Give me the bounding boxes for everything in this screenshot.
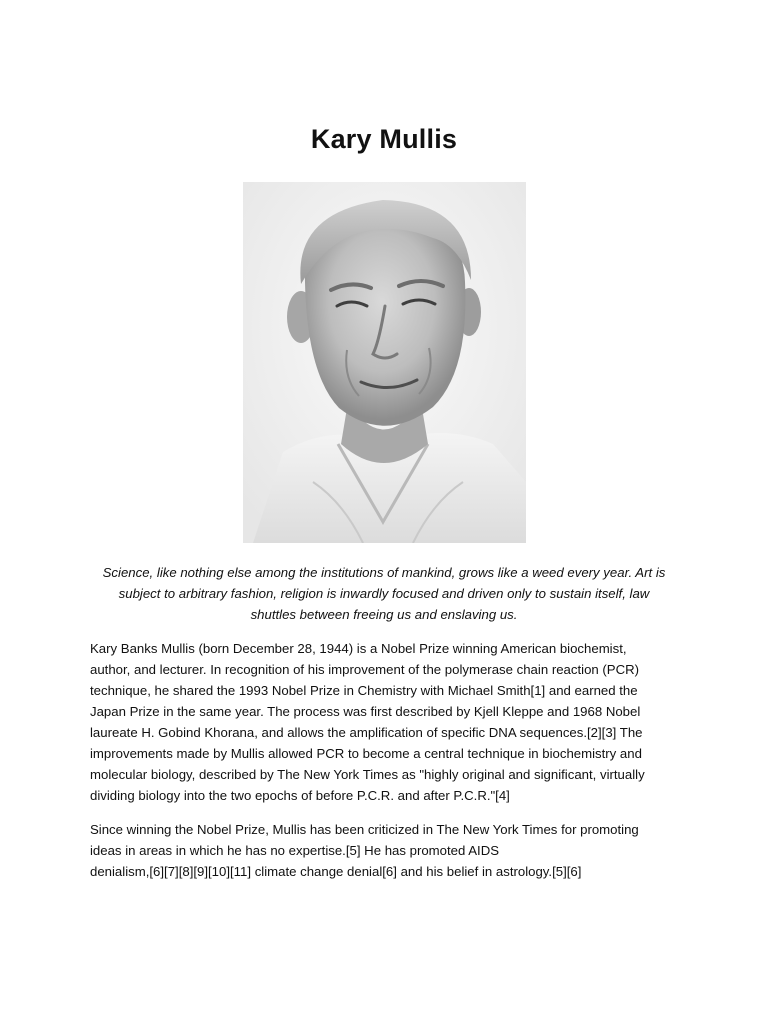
quote-line: Science, like nothing else among the institutions of mankind, grows like a weed every year. Art is (102, 565, 666, 580)
paragraph-line: dividing biology into the two epochs of before P.C.R. and after P.C.R."[4] (90, 788, 510, 803)
paragraph-line: Kary Banks Mullis (born December 28, 1944) is a Nobel Prize winning American biochemist, (90, 641, 627, 656)
portrait-photo (243, 182, 526, 543)
paragraph-line: laureate H. Gobind Khorana, and allows the amplification of specific DNA sequences.[2][3] The (90, 725, 643, 740)
quote-line: shuttles between freeing us and enslaving us. (250, 607, 518, 622)
paragraph-line: improvements made by Mullis allowed PCR to become a central technique in biochemistry and (90, 746, 642, 761)
biography-paragraph (90, 638, 690, 806)
paragraph-line: molecular biology, described by The New York Times as "highly original and significant, virtually (90, 767, 645, 782)
paragraph-line: ideas in areas in which he has no expertise.[5] He has promoted AIDS (90, 843, 500, 858)
paragraph-line: technique, he shared the 1993 Nobel Prize in Chemistry with Michael Smith[1] and earned the (90, 683, 638, 698)
paragraph-line: denialism,[6][7][8][9][10][11] climate change denial[6] and his belief in astrology.[5][6] (90, 864, 582, 879)
criticism-paragraph (90, 819, 690, 882)
paragraph-line: Japan Prize in the same year. The process was first described by Kjell Kleppe and 1968 Nobel (90, 704, 641, 719)
paragraph-line: Since winning the Nobel Prize, Mullis has been criticized in The New York Times for promoting (90, 822, 639, 837)
quote-line: subject to arbitrary fashion, religion is inwardly focused and driven only to sustain itself, law (118, 586, 650, 601)
quote-block (88, 562, 680, 625)
page-title: Kary Mullis (310, 124, 458, 154)
paragraph-line: author, and lecturer. In recognition of his improvement of the polymerase chain reaction (PCR) (90, 662, 640, 677)
